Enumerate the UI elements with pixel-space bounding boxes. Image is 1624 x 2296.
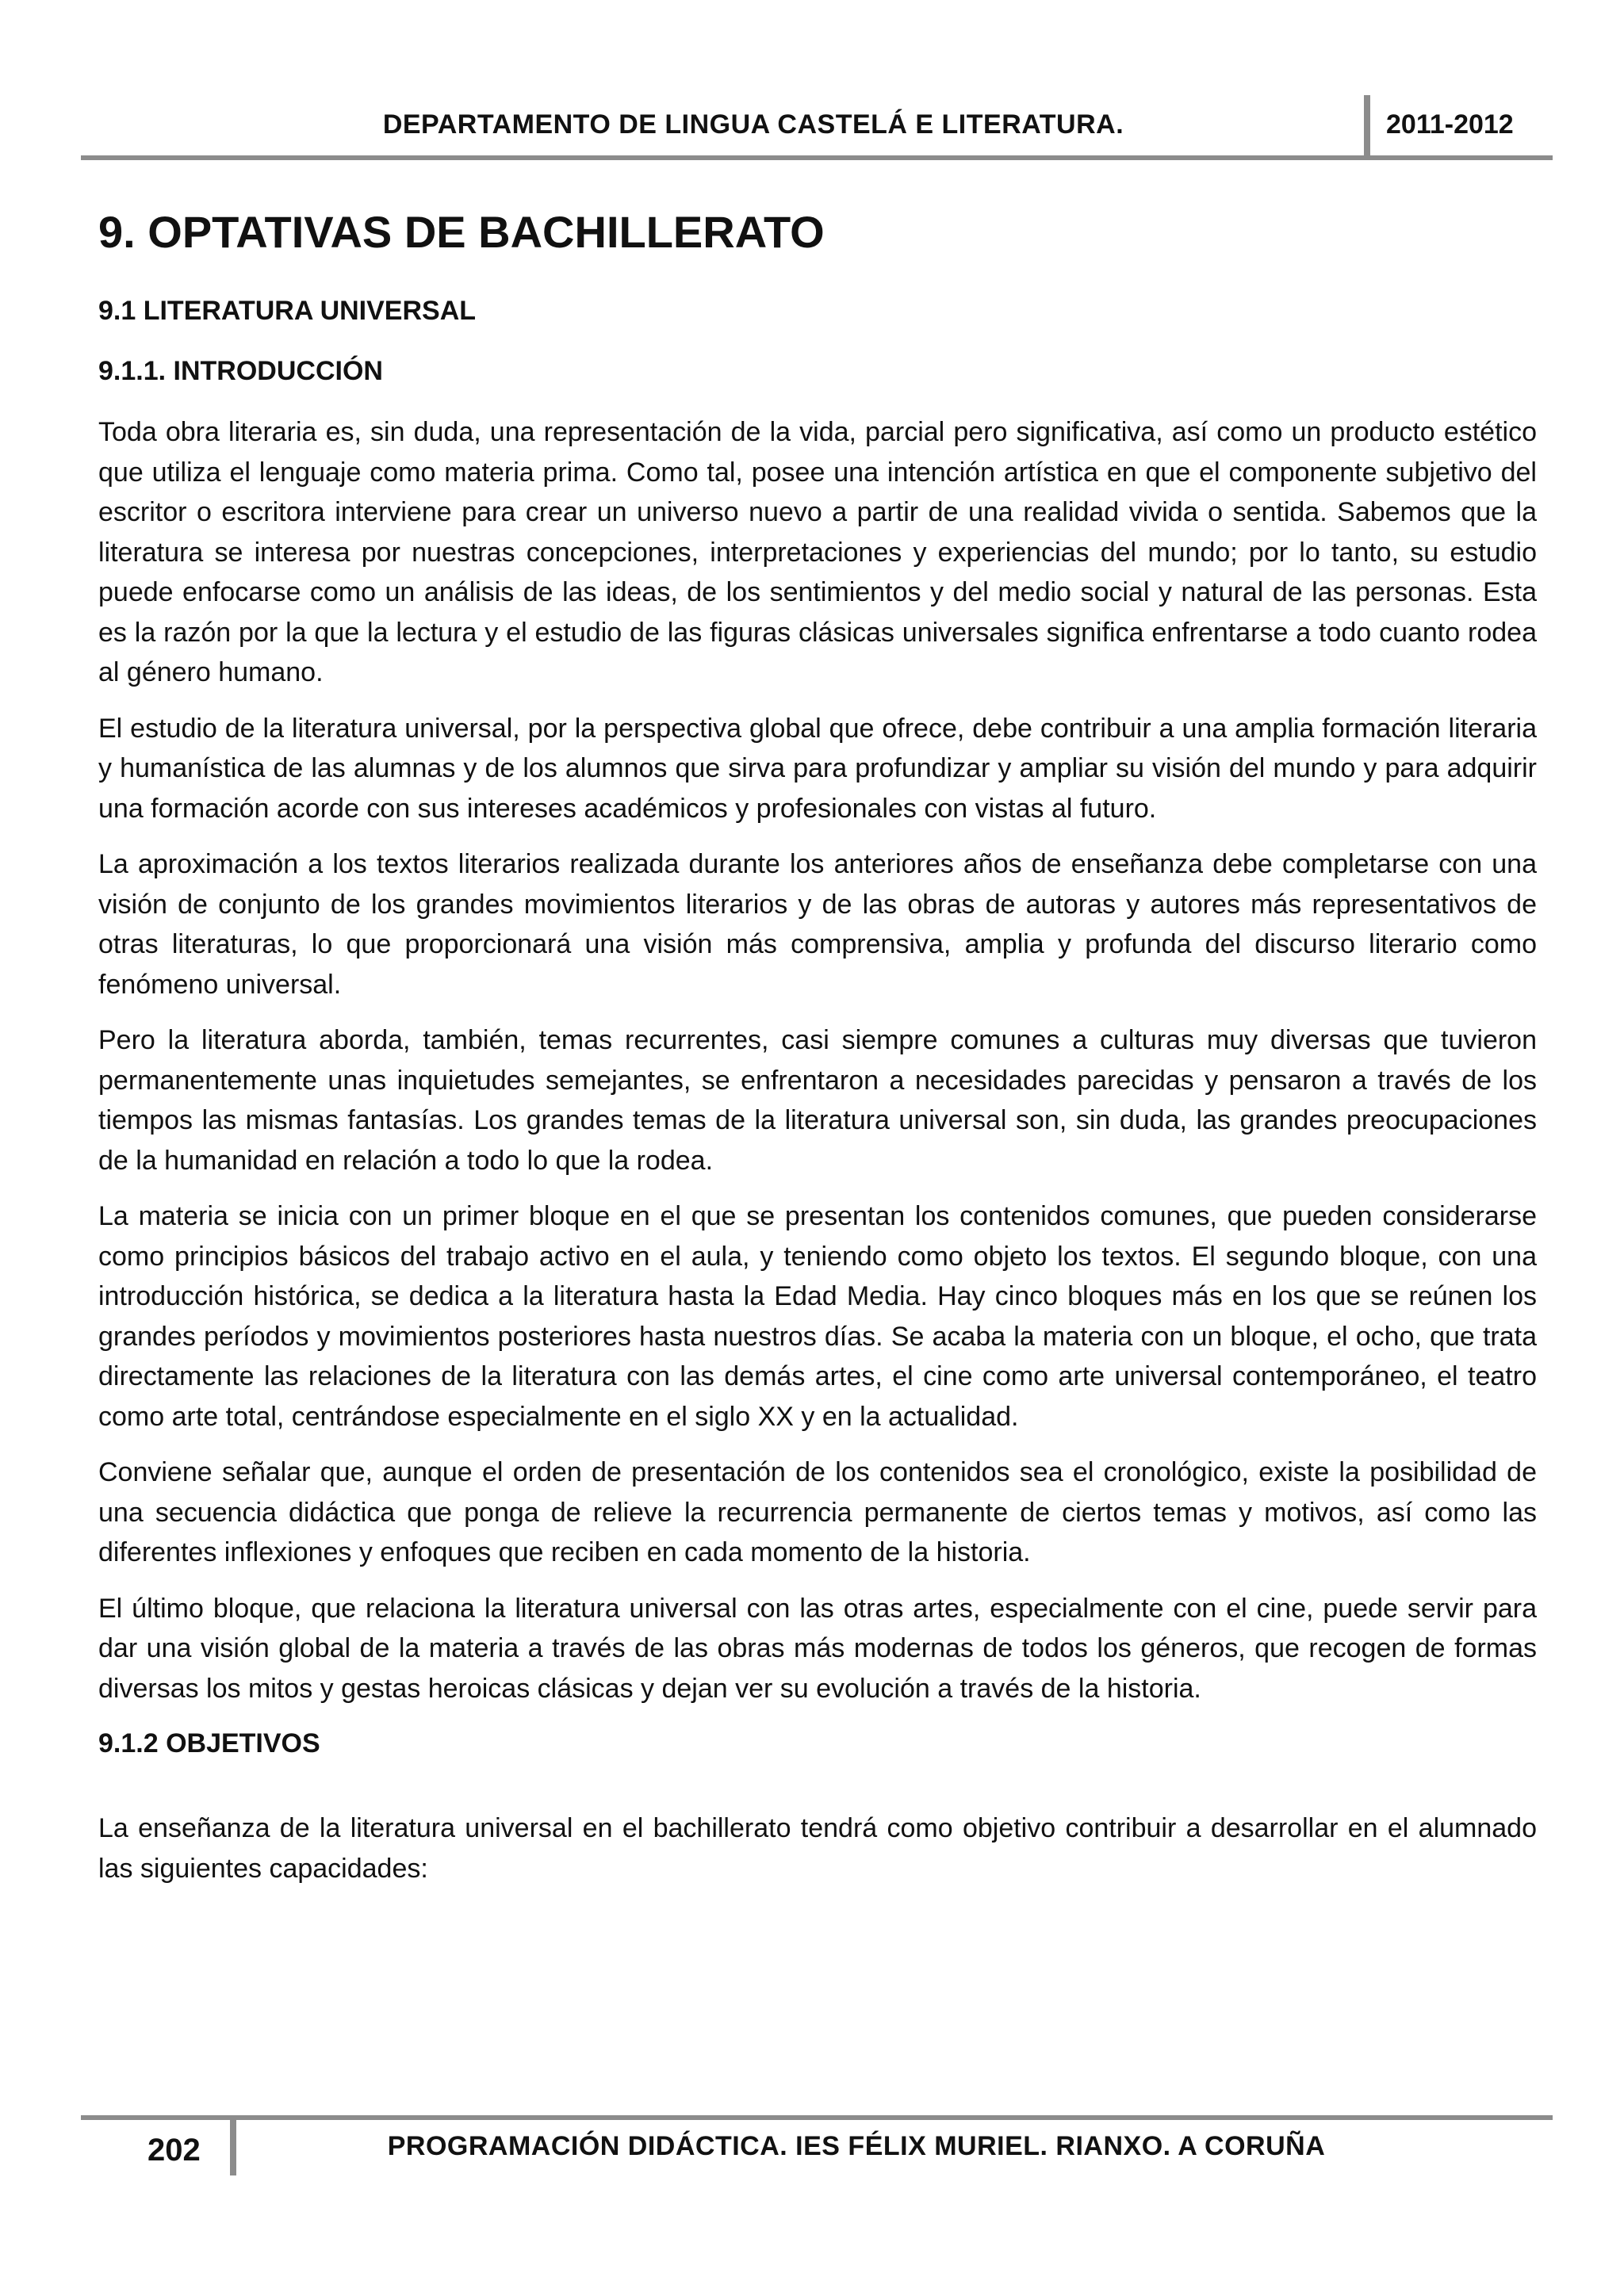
- footer-text: PROGRAMACIÓN DIDÁCTICA. IES FÉLIX MURIEL. RIANXO. A CORUÑA: [387, 2131, 1326, 2161]
- paragraph: La aproximación a los textos literarios realizada durante los anteriores años de enseñanza debe completarse con una visión de conjunto de los grandes movimientos literarios y de las obras de autoras y autores más representativos de otras literaturas, lo que proporcionará una visión más comprensiva, amplia y profunda del discurso literario como fenómeno universal.: [98, 849, 1537, 1000]
- section-title: 9. OPTATIVAS DE BACHILLERATO: [98, 207, 825, 257]
- objectives-intro: La enseñanza de la literatura universal en el bachillerato tendrá como objetivo contribuir a desarrollar en el alumnado las siguientes capacidades:: [98, 1813, 1537, 1884]
- subsection-title: 9.1 LITERATURA UNIVERSAL: [98, 296, 477, 326]
- spacer: [98, 1785, 1537, 1808]
- page-body: [98, 200, 1537, 1904]
- footer-divider: [230, 2115, 236, 2175]
- header-divider: [1364, 95, 1370, 159]
- paragraph: Conviene señalar que, aunque el orden de presentación de los contenidos sea el cronológico, existe la posibilidad de una secuencia didáctica que ponga de relieve la recurrencia permanente de ciertos temas y motivos, así como las diferentes inflexiones y enfoques que reciben en cada momento de la historia.: [98, 1457, 1537, 1567]
- paragraph: El último bloque, que relaciona la literatura universal con las otras artes, especialmente con el cine, puede servir para dar una visión global de la materia a través de las obras más modernas de todos los géneros, que recogen de formas diversas los mitos y gestas heroicas clásicas y dejan ver su evolución a través de la historia.: [98, 1593, 1537, 1704]
- paragraph: Pero la literatura aborda, también, temas recurrentes, casi siempre comunes a culturas muy diversas que tuvieron permanentemente unas inquietudes semejantes, se enfrentaron a necesidades parecidas y pensaron a través de los tiempos las mismas fantasías. Los grandes temas de la literatura universal son, sin duda, las grandes preocupaciones de la humanidad en relación a todo lo que la rodea.: [98, 1025, 1537, 1176]
- objectives-heading: 9.1.2 OBJETIVOS: [98, 1728, 320, 1758]
- footer-rule: [81, 2115, 1553, 2120]
- intro-heading: 9.1.1. INTRODUCCIÓN: [98, 356, 383, 386]
- header-title: DEPARTAMENTO DE LINGUA CASTELÁ E LITERATURA.: [382, 109, 1124, 140]
- paragraph: Toda obra literaria es, sin duda, una representación de la vida, parcial pero significativa, así como un producto estético que utiliza el lenguaje como materia prima. Como tal, posee una intención artística en que el componente subjetivo del escritor o escritora interviene para crear un universo nuevo a partir de una realidad vivida o sentida. Sabemos que la literatura se interesa por nuestras concepciones, interpretaciones y experiencias del mundo; por lo tanto, su estudio puede enfocarse como un análisis de las ideas, de los sentimientos y del medio social y natural de las personas. Esta es la razón por la que la lectura y el estudio de las figuras clásicas universales significa enfrentarse a todo cuanto rodea al género humano.: [98, 417, 1537, 687]
- header-year: 2011-2012: [1386, 109, 1514, 140]
- paragraph: El estudio de la literatura universal, por la perspectiva global que ofrece, debe contribuir a una amplia formación literaria y humanística de las alumnas y de los alumnos que sirva para profundizar y ampliar su visión del mundo y para adquirir una formación acorde con sus intereses académicos y profesionales con vistas al futuro.: [98, 713, 1537, 824]
- paragraph: La materia se inicia con un primer bloque en el que se presentan los contenidos comunes, que pueden considerarse como principios básicos del trabajo activo en el aula, y teniendo como objeto los textos. El segundo bloque, con una introducción histórica, se dedica a la literatura hasta la Edad Media. Hay cinco bloques más en los que se reúnen los grandes períodos y movimientos posteriores hasta nuestros días. Se acaba la materia con un bloque, el ocho, que trata directamente las relaciones de la literatura con las demás artes, el cine como arte universal contemporáneo, el teatro como arte total, centrándose especialmente en el siglo XX y en la actualidad.: [98, 1201, 1537, 1432]
- page-number: 202: [147, 2133, 201, 2168]
- header-rule: [81, 155, 1553, 160]
